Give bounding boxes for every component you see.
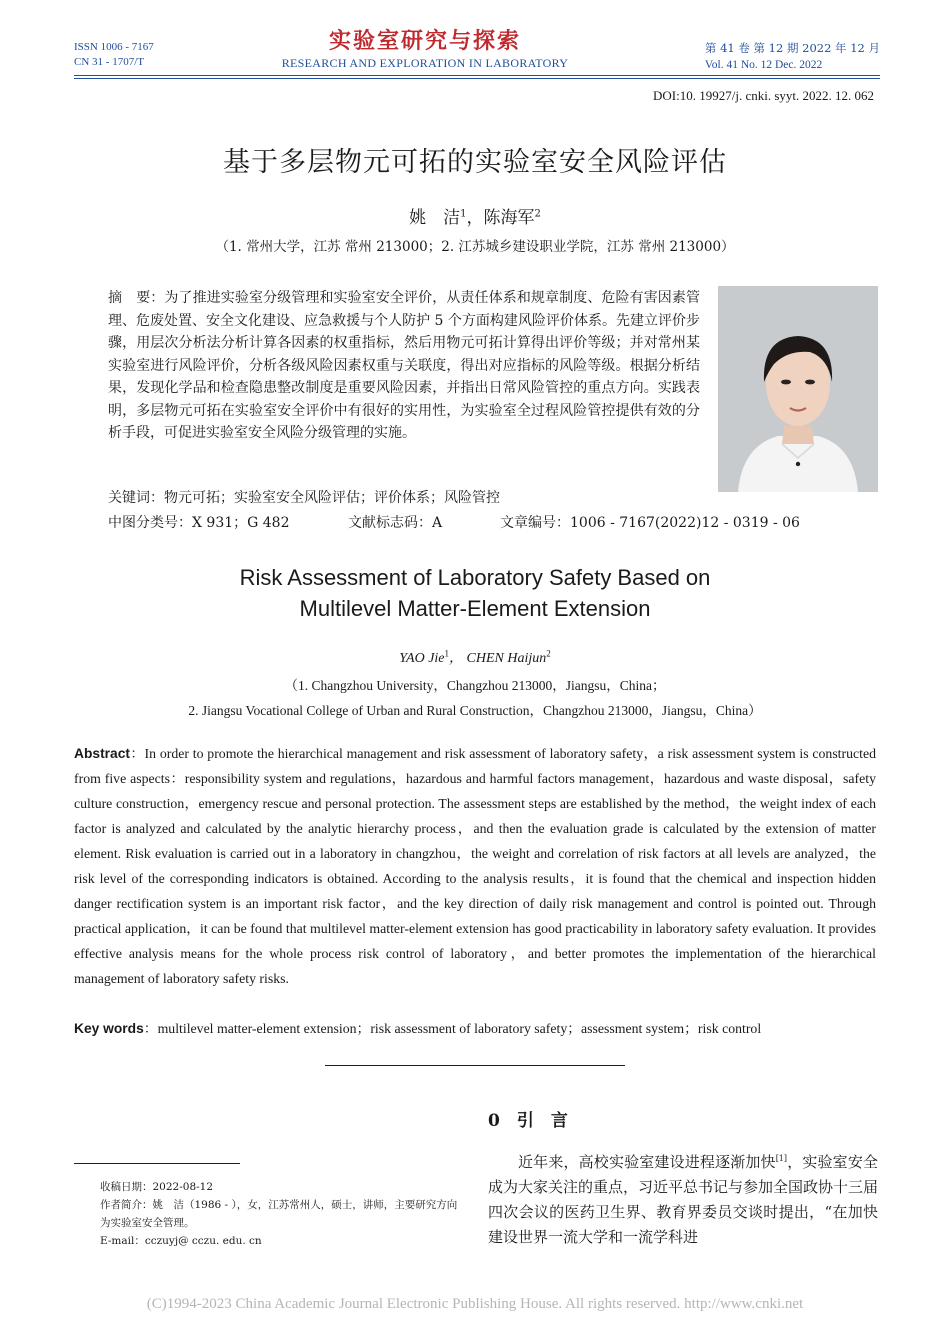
issue-cn: 第 41 卷 第 12 期 2022 年 12 月 [704,41,880,55]
keywords-en [74,1017,761,1037]
authors-en [0,647,950,667]
paper-title-cn: 基于多层物元可拓的实验室安全风险评估 [223,147,727,178]
intro-text-b: ，实验室安全成为大家关注的重点，习近平总书记与参加全国政协十三届四次会议的医药卫生界、教育界委员交谈时提出，“在加快建设世界一流大学和一流学科进 [488,1153,879,1246]
affiliation-en [0,673,950,723]
author-2-en: CHEN Haijun [466,651,547,666]
section-heading-intro: 0 引 言 [488,1111,568,1131]
author-2-affil: 2 [534,208,541,220]
issue-info [705,40,880,74]
author-1-en: YAO Jie [399,651,445,666]
author-photo [718,286,878,492]
header-rule-thin [74,78,880,79]
intro-text-a: 近年来，高校实验室建设进程逐渐加快 [518,1153,776,1171]
abstract-en [74,741,876,991]
document-code: 文献标志码：A [348,515,443,531]
article-number: 文章编号：1006 - 7167(2022)12 - 0319 - 06 [500,515,800,531]
authors-cn [0,203,950,228]
affiliation-en-line-1: （1. Changzhou University，Changzhou 213000，Jiangsu，China； [284,678,666,693]
journal-issn-block [74,40,154,70]
received-date: 收稿日期：2022-08-12 [100,1181,214,1193]
portrait-image [718,286,878,492]
intro-paragraph [488,1146,878,1250]
issue-en: Vol. 41 No. 12 Dec. 2022 [704,59,823,71]
author-separator: ， [466,208,484,228]
keywords-en-label: Key words [74,1021,144,1036]
author-2: 陈海军 [483,208,535,228]
intro-citation[interactable]: [1] [775,1154,788,1163]
keywords-cn: 关键词：物元可拓；实验室安全风险评估；评价体系；风险管控 [108,490,500,506]
author-en-separator: ， [449,651,467,666]
section-divider [325,1065,625,1066]
journal-masthead [250,28,600,71]
keywords-en-text: ：multilevel matter-element extension；risk assessment of laboratory safety；assessment system；risk control [143,1021,762,1036]
title-en-line-2: Multilevel Matter-Element Extension [299,596,651,621]
author-email: E-mail：cczuyj@ cczu. edu. cn [100,1235,262,1247]
abstract-en-label: Abstract [74,746,130,761]
affiliation-en-line-2: 2. Jiangsu Vocational College of Urban and Rural Construction，Changzhou 213000，Jiangsu，China） [188,703,762,718]
paper-title-en [0,562,950,624]
author-1: 姚 洁 [409,208,461,228]
affiliation-cn: （1. 常州大学，江苏 常州 213000；2. 江苏城乡建设职业学院，江苏 常州 213000） [215,239,735,255]
author-2-en-affil: 2 [546,648,551,659]
issn: ISSN 1006 - 7167 [74,41,154,53]
author-bio: 作者简介：姚 洁（1986 - ），女，江苏常州人，硕士，讲师，主要研究方向为实验室安全管理。 [100,1199,458,1229]
footnote-rule [74,1163,240,1164]
author-1-affil: 1 [460,208,467,220]
title-en-line-1: Risk Assessment of Laboratory Safety Based on [239,565,711,590]
journal-title-cn: 实验室研究与探索 [328,28,521,54]
doi: DOI:10. 19927/j. cnki. syyt. 2022. 12. 062 [653,88,874,103]
cn-number: CN 31 - 1707/T [74,56,144,68]
header-rule [74,75,880,76]
abstract-en-text: ：In order to promote the hierarchical management and risk assessment of laboratory safety，a risk assessment system is constructed from five aspects：responsibility system and regulations，hazardous and harmful factors management，hazardous and waste disposal，safety culture construction，emergency rescue and personal protection. The assessment steps are established by the method，the weight index of each factor is analyzed and calculated by the analytic hierarchy process，and then the evaluation grade is calculated by the extension of matter element. Risk evaluation is carried out in a laboratory in changzhou，the weight and correlation of risk factors at all levels are analyzed，the risk level of the corresponding indicators is obtained. According to the analysis results，it is found that the chemical and inspection hidden danger rectification system is an important risk factor，and the key direction of daily risk management and control is pointed out. Through practical application，it can be found that multilevel matter-element extension has good practicability in laboratory safety evaluation. It provides effective analysis means for the whole process risk control of laboratory，and better promotes the implementation of the hierarchical management of laboratory safety risks. [74,746,876,986]
copyright-watermark: (C)1994-2023 China Academic Journal Electronic Publishing House. All rights reserved. http://www.cnki.net [146,1296,804,1312]
footnotes [100,1178,462,1250]
abstract-cn: 摘 要：为了推进实验室分级管理和实验室安全评价，从责任体系和规章制度、危险有害因素管理、危废处置、安全文化建设、应急救援与个人防护 5 个方面构建风险评价体系。先建立评价步骤，用层次分析法分析计算各因素的权重指标，然后用物元可拓计算得出评价等级；并对常州某实验室进行风险评价，分析各级风险因素权重与关联度，得出对应指标的风险等级。根据分析结果，发现化学品和检查隐患整改制度是重要风险因素，并指出日常风险管控的重点方向。实践表明，多层物元可拓在实验室安全评价中有很好的实用性，为实验室全过程风险管控提供有效的分析手段，可促进实验室安全风险分级管理的实施。 [108,290,700,441]
clc-number: 中图分类号：X 931；G 482 [108,515,290,531]
author-1-en-affil: 1 [444,648,450,659]
journal-title-en: RESEARCH AND EXPLORATION IN LABORATORY [281,56,569,70]
